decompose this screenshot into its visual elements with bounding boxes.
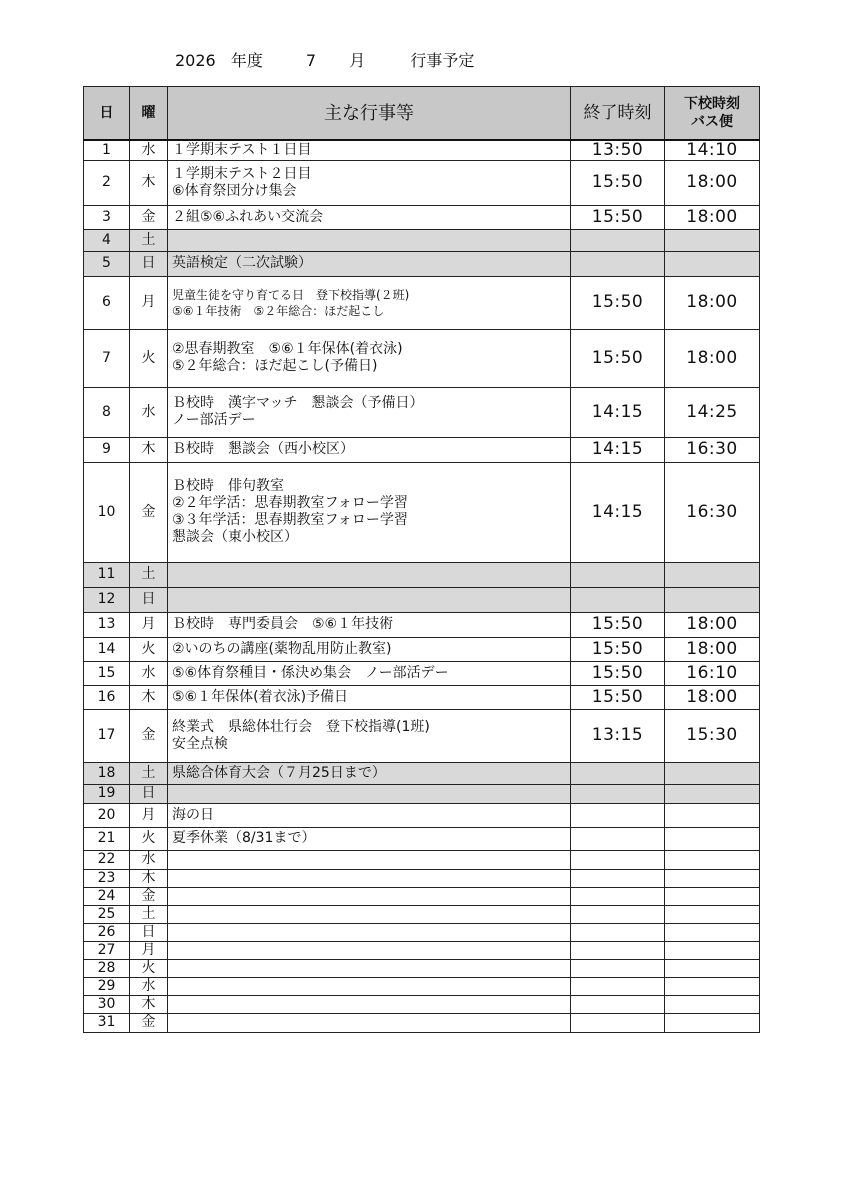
day-cell: 25 <box>84 905 130 923</box>
event-line: ⑤⑥１年技術 ⑤２年総合：ほだ起こし <box>172 303 385 318</box>
col-header-bus-line1: 下校時刻 <box>684 96 740 112</box>
end-time-cell: 15:50 <box>571 661 665 685</box>
events-cell <box>168 612 571 637</box>
events-cell <box>168 887 571 905</box>
table-row <box>84 850 760 869</box>
bus-time-cell <box>665 923 760 941</box>
table-row <box>84 562 760 587</box>
weekday-cell: 金 <box>130 205 168 229</box>
bus-time-cell: 14:25 <box>665 387 760 437</box>
end-time-cell: 15:50 <box>571 160 665 205</box>
table-row <box>84 160 760 205</box>
day-cell: 16 <box>84 685 130 709</box>
day-cell: 17 <box>84 709 130 762</box>
events-cell <box>168 229 571 251</box>
end-time-cell: 13:50 <box>571 140 665 160</box>
bus-time-cell: 18:00 <box>665 329 760 387</box>
weekday-cell: 火 <box>130 637 168 661</box>
col-header-bus <box>665 87 760 141</box>
weekday-cell: 土 <box>130 762 168 784</box>
table-row <box>84 437 760 462</box>
end-time-cell: 15:50 <box>571 685 665 709</box>
table-row <box>84 387 760 437</box>
events-cell <box>168 276 571 329</box>
events-cell <box>168 160 571 205</box>
weekday-cell: 木 <box>130 160 168 205</box>
events-cell <box>168 869 571 887</box>
events-cell <box>168 923 571 941</box>
weekday-cell: 木 <box>130 437 168 462</box>
weekday-cell: 火 <box>130 329 168 387</box>
events-cell <box>168 562 571 587</box>
day-cell: 4 <box>84 229 130 251</box>
weekday-cell: 日 <box>130 587 168 612</box>
events-cell <box>168 803 571 827</box>
table-row <box>84 941 760 959</box>
day-cell: 23 <box>84 869 130 887</box>
end-time-cell <box>571 784 665 803</box>
weekday-cell: 金 <box>130 1013 168 1032</box>
day-cell: 5 <box>84 251 130 276</box>
day-cell: 11 <box>84 562 130 587</box>
day-cell: 7 <box>84 329 130 387</box>
event-line: Ｂ校時 漢字マッチ 懇談会（予備日） <box>172 395 424 411</box>
end-time-cell: 14:15 <box>571 462 665 562</box>
table-row <box>84 251 760 276</box>
weekday-cell: 土 <box>130 905 168 923</box>
weekday-cell: 水 <box>130 387 168 437</box>
day-cell: 29 <box>84 977 130 995</box>
events-cell <box>168 784 571 803</box>
events-cell <box>168 587 571 612</box>
bus-time-cell <box>665 784 760 803</box>
table-row <box>84 887 760 905</box>
events-cell <box>168 941 571 959</box>
bus-time-cell <box>665 869 760 887</box>
table-row <box>84 977 760 995</box>
col-header-weekday: 曜 <box>130 87 168 141</box>
day-cell: 9 <box>84 437 130 462</box>
day-cell: 8 <box>84 387 130 437</box>
bus-time-cell: 18:00 <box>665 685 760 709</box>
event-line: 英語検定（二次試験） <box>172 255 312 271</box>
day-cell: 26 <box>84 923 130 941</box>
weekday-cell: 火 <box>130 959 168 977</box>
weekday-cell: 月 <box>130 941 168 959</box>
end-time-cell <box>571 827 665 850</box>
bus-time-cell: 18:00 <box>665 612 760 637</box>
event-line: ノー部活デー <box>172 412 256 428</box>
end-time-cell <box>571 923 665 941</box>
event-line: 海の日 <box>172 806 214 823</box>
weekday-cell: 木 <box>130 869 168 887</box>
end-time-cell: 14:15 <box>571 437 665 462</box>
day-cell: 20 <box>84 803 130 827</box>
table-row <box>84 762 760 784</box>
bus-time-cell: 16:30 <box>665 437 760 462</box>
table-row <box>84 827 760 850</box>
end-time-cell: 15:50 <box>571 205 665 229</box>
day-cell: 28 <box>84 959 130 977</box>
event-line: ⑤２年総合：ほだ起こし(予備日) <box>172 358 378 374</box>
events-cell <box>168 462 571 562</box>
title-month: 7 <box>305 51 317 70</box>
end-time-cell <box>571 977 665 995</box>
table-row <box>84 685 760 709</box>
col-header-bus-line2: バス便 <box>691 114 733 130</box>
event-line: 夏季休業（8/31まで） <box>172 830 316 846</box>
day-cell: 10 <box>84 462 130 562</box>
bus-time-cell: 18:00 <box>665 160 760 205</box>
table-row <box>84 276 760 329</box>
events-cell <box>168 637 571 661</box>
bus-time-cell: 16:30 <box>665 462 760 562</box>
weekday-cell: 土 <box>130 562 168 587</box>
page-title <box>175 48 474 71</box>
events-cell <box>168 685 571 709</box>
events-cell <box>168 827 571 850</box>
end-time-cell <box>571 869 665 887</box>
col-header-day: 日 <box>84 87 130 141</box>
day-cell: 18 <box>84 762 130 784</box>
end-time-cell <box>571 959 665 977</box>
event-line: ②２年学活：思春期教室フォロー学習 <box>172 495 408 511</box>
title-month-unit: 月 <box>349 51 366 70</box>
weekday-cell: 月 <box>130 803 168 827</box>
table-row <box>84 140 760 160</box>
table-header-row <box>84 87 760 141</box>
bus-time-cell <box>665 1013 760 1032</box>
table-row <box>84 1013 760 1032</box>
end-time-cell <box>571 562 665 587</box>
events-cell <box>168 709 571 762</box>
bus-time-cell <box>665 229 760 251</box>
weekday-cell: 日 <box>130 923 168 941</box>
weekday-cell: 火 <box>130 827 168 850</box>
day-cell: 27 <box>84 941 130 959</box>
event-line: ③３年学活：思春期教室フォロー学習 <box>172 512 408 528</box>
weekday-cell: 水 <box>130 140 168 160</box>
table-row <box>84 784 760 803</box>
event-line: Ｂ校時 俳句教室 <box>172 478 284 494</box>
bus-time-cell <box>665 850 760 869</box>
table-row <box>84 637 760 661</box>
table-row <box>84 905 760 923</box>
day-cell: 22 <box>84 850 130 869</box>
events-cell <box>168 140 571 160</box>
bus-time-cell: 14:10 <box>665 140 760 160</box>
event-line: ⑤⑥１年保体(着衣泳)予備日 <box>172 688 349 705</box>
weekday-cell: 金 <box>130 462 168 562</box>
title-year: 2026 <box>175 51 216 70</box>
event-line: ②思春期教室 ⑤⑥１年保体(着衣泳) <box>172 341 403 357</box>
weekday-cell: 水 <box>130 661 168 685</box>
table-row <box>84 661 760 685</box>
weekday-cell: 水 <box>130 850 168 869</box>
bus-time-cell <box>665 959 760 977</box>
table-row <box>84 205 760 229</box>
table-row <box>84 462 760 562</box>
table-row <box>84 923 760 941</box>
event-line: 終業式 県総体壮行会 登下校指導(1班) <box>172 718 430 735</box>
event-line: ⑤⑥体育祭種目・係決め集会 ノー部活デー <box>172 664 449 681</box>
day-cell: 21 <box>84 827 130 850</box>
end-time-cell: 15:50 <box>571 637 665 661</box>
table-row <box>84 995 760 1013</box>
events-cell <box>168 205 571 229</box>
event-line: ②いのちの講座(薬物乱用防止教室) <box>172 640 392 657</box>
weekday-cell: 金 <box>130 709 168 762</box>
end-time-cell <box>571 587 665 612</box>
weekday-cell: 日 <box>130 784 168 803</box>
day-cell: 15 <box>84 661 130 685</box>
event-line: 安全点検 <box>172 735 228 752</box>
day-cell: 12 <box>84 587 130 612</box>
event-line: 県総合体育大会（７月25日まで） <box>172 764 386 781</box>
end-time-cell <box>571 905 665 923</box>
col-header-end-time: 終了時刻 <box>571 87 665 141</box>
day-cell: 19 <box>84 784 130 803</box>
bus-time-cell <box>665 941 760 959</box>
day-cell: 1 <box>84 140 130 160</box>
table-row <box>84 329 760 387</box>
day-cell: 6 <box>84 276 130 329</box>
weekday-cell: 月 <box>130 612 168 637</box>
events-cell <box>168 329 571 387</box>
event-line: 児童生徒を守り育てる日 登下校指導(２班) <box>172 287 410 302</box>
col-header-events: 主な行事等 <box>168 87 571 141</box>
bus-time-cell <box>665 251 760 276</box>
weekday-cell: 木 <box>130 685 168 709</box>
event-line: 懇談会（東小校区） <box>172 529 298 545</box>
bus-time-cell: 15:30 <box>665 709 760 762</box>
events-cell <box>168 905 571 923</box>
bus-time-cell <box>665 887 760 905</box>
table-row <box>84 229 760 251</box>
event-line: ⑥体育祭団分け集会 <box>172 182 297 199</box>
table-row <box>84 869 760 887</box>
event-line: ２組⑤⑥ふれあい交流会 <box>172 208 324 225</box>
table-row <box>84 587 760 612</box>
table-row <box>84 709 760 762</box>
end-time-cell <box>571 887 665 905</box>
weekday-cell: 土 <box>130 229 168 251</box>
event-line: Ｂ校時 懇談会（西小校区） <box>172 441 354 457</box>
events-cell <box>168 995 571 1013</box>
title-year-unit: 年度 <box>230 51 263 70</box>
day-cell: 24 <box>84 887 130 905</box>
day-cell: 2 <box>84 160 130 205</box>
end-time-cell: 15:50 <box>571 612 665 637</box>
bus-time-cell <box>665 827 760 850</box>
day-cell: 14 <box>84 637 130 661</box>
end-time-cell: 15:50 <box>571 329 665 387</box>
weekday-cell: 月 <box>130 276 168 329</box>
end-time-cell <box>571 762 665 784</box>
bus-time-cell: 18:00 <box>665 205 760 229</box>
table-row <box>84 612 760 637</box>
day-cell: 31 <box>84 1013 130 1032</box>
end-time-cell <box>571 941 665 959</box>
bus-time-cell <box>665 995 760 1013</box>
bus-time-cell: 18:00 <box>665 276 760 329</box>
bus-time-cell <box>665 587 760 612</box>
weekday-cell: 日 <box>130 251 168 276</box>
day-cell: 3 <box>84 205 130 229</box>
day-cell: 13 <box>84 612 130 637</box>
table-row <box>84 959 760 977</box>
bus-time-cell <box>665 977 760 995</box>
schedule-table <box>83 86 760 1033</box>
events-cell <box>168 850 571 869</box>
event-line: Ｂ校時 専門委員会 ⑤⑥１年技術 <box>172 616 394 632</box>
end-time-cell <box>571 1013 665 1032</box>
bus-time-cell: 18:00 <box>665 637 760 661</box>
events-cell <box>168 437 571 462</box>
end-time-cell <box>571 229 665 251</box>
end-time-cell: 13:15 <box>571 709 665 762</box>
end-time-cell: 14:15 <box>571 387 665 437</box>
table-row <box>84 803 760 827</box>
weekday-cell: 金 <box>130 887 168 905</box>
bus-time-cell <box>665 762 760 784</box>
event-line: １学期末テスト１日目 <box>172 141 312 158</box>
day-cell: 30 <box>84 995 130 1013</box>
title-subtitle: 行事予定 <box>410 51 475 70</box>
events-cell <box>168 387 571 437</box>
weekday-cell: 水 <box>130 977 168 995</box>
bus-time-cell <box>665 562 760 587</box>
events-cell <box>168 762 571 784</box>
end-time-cell <box>571 803 665 827</box>
weekday-cell: 木 <box>130 995 168 1013</box>
event-line: １学期末テスト２日目 <box>172 165 312 182</box>
bus-time-cell <box>665 905 760 923</box>
end-time-cell <box>571 995 665 1013</box>
end-time-cell <box>571 251 665 276</box>
events-cell <box>168 251 571 276</box>
end-time-cell: 15:50 <box>571 276 665 329</box>
bus-time-cell: 16:10 <box>665 661 760 685</box>
events-cell <box>168 661 571 685</box>
bus-time-cell <box>665 803 760 827</box>
end-time-cell <box>571 850 665 869</box>
events-cell <box>168 959 571 977</box>
events-cell <box>168 1013 571 1032</box>
events-cell <box>168 977 571 995</box>
